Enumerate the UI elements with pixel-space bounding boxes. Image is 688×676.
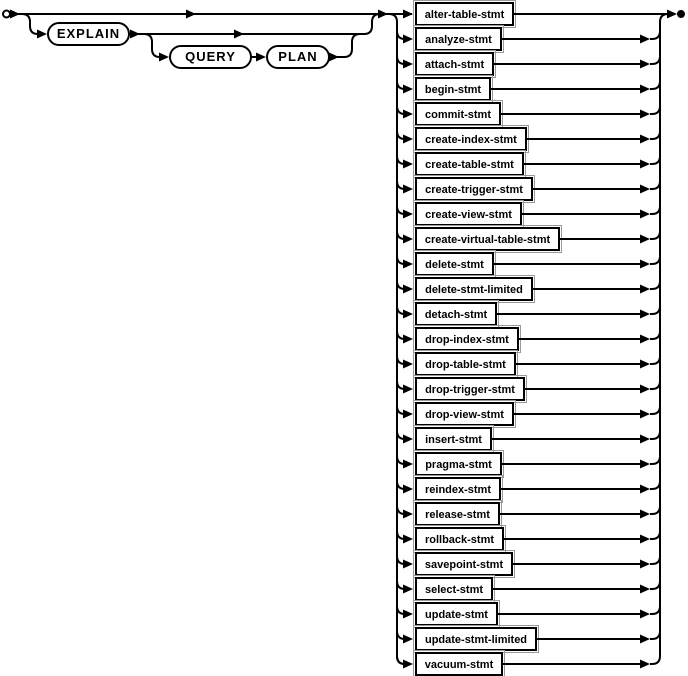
arrow-head: [403, 510, 413, 519]
arrow-head: [640, 435, 650, 444]
row-merge-curve: [652, 631, 660, 639]
arrow-head: [640, 460, 650, 469]
stmt-row: [397, 51, 660, 78]
arrow-head: [640, 85, 650, 94]
stmt-label: update-stmt: [425, 609, 488, 621]
stmt-label: begin-stmt: [424, 84, 482, 96]
stmt-label: drop-index-stmt: [425, 334, 509, 346]
arrow-head: [640, 60, 650, 69]
stmt-box-drop-trigger-stmt[interactable]: [414, 376, 527, 403]
row-merge-curve: [652, 131, 660, 139]
arrow-head: [403, 635, 413, 644]
stmt-label: alter-table-stmt: [424, 9, 505, 21]
query-plan-rejoin: [344, 34, 360, 57]
arrow-head: [640, 385, 650, 394]
arrow-head: [403, 660, 413, 669]
stmt-box-update-stmt[interactable]: [414, 601, 500, 628]
stmt-label: create-table-stmt: [425, 159, 514, 171]
arrow-head: [640, 235, 650, 244]
stmt-box-pragma-stmt[interactable]: [414, 451, 504, 478]
row-merge-curve: [652, 256, 660, 264]
arrow-head: [403, 210, 413, 219]
stmt-row: [397, 226, 660, 253]
arrow-head: [186, 10, 196, 19]
keyword-plan: [267, 46, 329, 68]
stmt-label: detach-stmt: [424, 309, 488, 321]
stmt-row: [397, 351, 660, 378]
arrow-head: [10, 10, 20, 19]
keyword-query: [170, 46, 251, 68]
stmt-box-update-stmt-limited[interactable]: [414, 626, 539, 653]
arrow-head: [640, 660, 650, 669]
arrow-head: [640, 160, 650, 169]
stmt-label: savepoint-stmt: [424, 559, 504, 571]
stmt-row: [397, 26, 660, 53]
row-merge-curve: [652, 381, 660, 389]
stmt-label: create-virtual-table-stmt: [424, 234, 551, 246]
row-merge-curve: [652, 31, 660, 39]
stmt-box-select-stmt[interactable]: [414, 576, 495, 603]
arrow-head: [403, 235, 413, 244]
arrow-head: [403, 160, 413, 169]
stmt-row: [397, 476, 660, 503]
row-merge-curve: [652, 431, 660, 439]
arrow-head: [640, 35, 650, 44]
stmt-box-vacuum-stmt[interactable]: [414, 651, 505, 676]
stmt-row: [397, 101, 660, 128]
stmt-label: release-stmt: [425, 509, 490, 521]
stmt-row: [397, 451, 660, 478]
arrow-head: [640, 610, 650, 619]
arrow-head: [403, 135, 413, 144]
row-merge-curve: [652, 456, 660, 464]
stmt-box-detach-stmt[interactable]: [414, 301, 499, 328]
stmt-row: [397, 76, 660, 103]
stmt-box-release-stmt[interactable]: [414, 501, 502, 528]
row-merge-curve: [652, 606, 660, 614]
stmt-box-create-virtual-table-stmt[interactable]: [414, 226, 562, 253]
stmt-label: analyze-stmt: [425, 34, 492, 46]
arrow-head: [403, 60, 413, 69]
stmt-box-savepoint-stmt[interactable]: [414, 551, 515, 578]
stmt-label: reindex-stmt: [424, 484, 492, 496]
stmt-row: [403, 1, 668, 28]
keyword-query-label: QUERY: [185, 49, 236, 64]
stmt-label: commit-stmt: [424, 109, 492, 121]
arrow-head: [403, 410, 413, 419]
stmt-box-create-view-stmt[interactable]: [414, 201, 524, 228]
row-merge-curve: [652, 656, 660, 664]
arrow-head: [403, 435, 413, 444]
stmt-label: drop-trigger-stmt: [425, 384, 515, 396]
statement-branches: [397, 1, 668, 676]
arrow-head: [640, 110, 650, 119]
row-merge-curve: [652, 231, 660, 239]
row-merge-curve: [652, 206, 660, 214]
arrow-head: [403, 185, 413, 194]
arrow-head: [256, 53, 266, 62]
arrow-head: [640, 310, 650, 319]
arrow-head: [403, 85, 413, 94]
row-merge-curve: [652, 406, 660, 414]
stmt-label: create-trigger-stmt: [425, 184, 523, 196]
keyword-explain-label: EXPLAIN: [56, 26, 121, 41]
arrow-head: [640, 410, 650, 419]
explain-rejoin: [364, 14, 380, 34]
arrow-head: [640, 335, 650, 344]
right-rail: [660, 14, 668, 656]
arrow-head: [640, 535, 650, 544]
stmt-label: select-stmt: [424, 584, 484, 596]
stmt-box-drop-index-stmt[interactable]: [414, 326, 521, 353]
stmt-label: delete-stmt-limited: [425, 284, 523, 296]
stmt-box-rollback-stmt[interactable]: [414, 526, 506, 553]
arrow-head: [640, 485, 650, 494]
arrow-head: [640, 260, 650, 269]
arrow-head: [640, 510, 650, 519]
arrow-head: [403, 385, 413, 394]
keyword-plan-label: PLAN: [278, 49, 318, 64]
stmt-box-begin-stmt[interactable]: [414, 76, 493, 103]
stmt-label: create-index-stmt: [425, 134, 517, 146]
row-merge-curve: [652, 481, 660, 489]
stmt-row: [397, 501, 660, 528]
stmt-label: insert-stmt: [425, 434, 482, 446]
stmt-row: [397, 626, 660, 653]
stmt-label: vacuum-stmt: [424, 659, 494, 671]
row-merge-curve: [652, 56, 660, 64]
stmt-box-delete-stmt[interactable]: [414, 251, 496, 278]
stmt-row: [397, 426, 660, 453]
arrow-head: [403, 260, 413, 269]
stmt-row: [397, 651, 660, 676]
arrow-head: [640, 210, 650, 219]
stmt-box-alter-table-stmt[interactable]: [414, 1, 516, 28]
stmt-label: drop-view-stmt: [425, 409, 504, 421]
stmt-box-insert-stmt[interactable]: [414, 426, 494, 453]
arrow-head: [403, 460, 413, 469]
stmt-row: [397, 126, 660, 153]
stmt-row: [397, 201, 660, 228]
stmt-box-create-table-stmt[interactable]: [414, 151, 526, 178]
row-merge-curve: [652, 531, 660, 539]
query-plan-branch: [144, 34, 160, 57]
arrow-head: [640, 635, 650, 644]
arrow-head: [403, 35, 413, 44]
stmt-box-drop-table-stmt[interactable]: [414, 351, 518, 378]
arrow-head: [403, 535, 413, 544]
row-merge-curve: [652, 81, 660, 89]
stmt-label: create-view-stmt: [425, 209, 512, 221]
row-merge-curve: [652, 581, 660, 589]
arrow-head: [403, 110, 413, 119]
stmt-label: drop-table-stmt: [425, 359, 506, 371]
arrow-head: [234, 30, 244, 39]
stmt-row: [397, 601, 660, 628]
explain-query-plan-section: [48, 23, 329, 68]
row-merge-curve: [652, 306, 660, 314]
arrow-head: [667, 10, 677, 19]
stmt-row: [397, 526, 660, 553]
arrow-head: [640, 185, 650, 194]
arrow-head: [403, 310, 413, 319]
stmt-label: pragma-stmt: [425, 459, 492, 471]
row-merge-curve: [652, 506, 660, 514]
row-merge-curve: [652, 331, 660, 339]
arrow-head: [640, 135, 650, 144]
keyword-explain: [48, 23, 129, 45]
stmt-box-reindex-stmt[interactable]: [414, 476, 503, 503]
stmt-row: [397, 176, 660, 203]
stmt-row: [397, 576, 660, 603]
arrow-head: [130, 30, 140, 39]
arrow-head: [403, 360, 413, 369]
stmt-label: delete-stmt: [425, 259, 484, 271]
stmt-box-commit-stmt[interactable]: [414, 101, 503, 128]
arrow-head: [640, 360, 650, 369]
arrow-head: [159, 53, 169, 62]
stmt-label: rollback-stmt: [424, 534, 495, 546]
stmt-box-attach-stmt[interactable]: [414, 51, 496, 78]
stmt-box-drop-view-stmt[interactable]: [414, 401, 516, 428]
arrow-head: [403, 585, 413, 594]
arrow-head: [403, 610, 413, 619]
row-merge-curve: [652, 181, 660, 189]
arrow-head: [640, 585, 650, 594]
start-terminal: [3, 11, 10, 18]
arrow-head: [403, 285, 413, 294]
stmt-label: update-stmt-limited: [424, 634, 528, 646]
stmt-box-create-index-stmt[interactable]: [414, 126, 529, 153]
row-merge-curve: [652, 156, 660, 164]
arrow-head: [640, 560, 650, 569]
stmt-label: attach-stmt: [424, 59, 485, 71]
arrow-head: [403, 10, 413, 19]
arrow-head: [640, 285, 650, 294]
arrow-head: [329, 53, 339, 62]
stmt-row: [397, 401, 660, 428]
stmt-box-analyze-stmt[interactable]: [414, 26, 504, 53]
stmt-row: [397, 251, 660, 278]
row-merge-curve: [652, 106, 660, 114]
arrow-head: [403, 560, 413, 569]
stmt-box-delete-stmt-limited[interactable]: [414, 276, 535, 303]
rail-lines: [10, 10, 677, 665]
stmt-row: [397, 551, 660, 578]
stmt-row: [397, 276, 660, 303]
stmt-row: [397, 326, 660, 353]
arrow-head: [403, 485, 413, 494]
row-merge-curve: [652, 356, 660, 364]
stmt-box-create-trigger-stmt[interactable]: [414, 176, 535, 203]
stmt-row: [397, 151, 660, 178]
row-merge-curve: [652, 556, 660, 564]
arrow-head: [403, 335, 413, 344]
row-merge-curve: [652, 281, 660, 289]
end-terminal: [678, 11, 684, 17]
arrow-head: [37, 30, 47, 39]
stmt-row: [397, 376, 660, 403]
stmt-row: [397, 301, 660, 328]
